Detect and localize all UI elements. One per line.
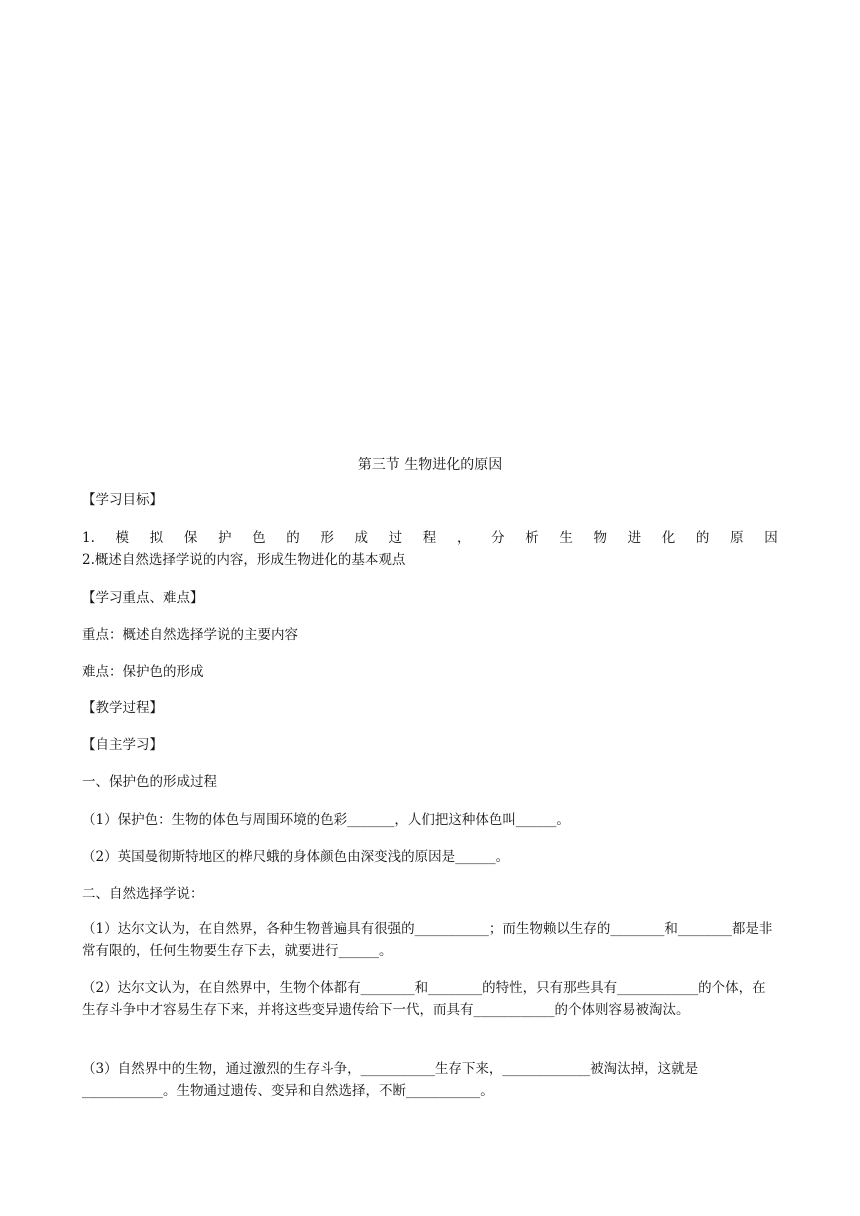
goal-1-char: 护 bbox=[217, 530, 232, 546]
goal-1-char: 程 bbox=[422, 530, 437, 546]
section-2-question-2: （2）达尔文认为，在自然界中，生物个体都有________和________的特性，只有那些具有____________的个体，在生存斗争中才容易生存下来，并将这些变异遗传给下一代，而具有____________的个体则容易被淘汰。 bbox=[82, 980, 766, 1018]
section-2-question-3: （3）自然界中的生物，通过激烈的生存斗争，___________生存下来，_____________被淘汰掉，这就是____________。生物通过遗传、变异和自然选择，不断___________。 bbox=[82, 1061, 699, 1099]
goal-1-char: 分 bbox=[491, 530, 505, 546]
page-title: 第三节 生物进化的原因 bbox=[357, 457, 503, 473]
goal-1-char: 保 bbox=[183, 530, 198, 546]
goal-1-char: 化 bbox=[661, 530, 676, 546]
section-1-title: 一、保护色的形成过程 bbox=[82, 774, 217, 790]
key-heading: 【学习重点、难点】 bbox=[82, 590, 204, 606]
section-1-question-1: （1）保护色：生物的体色与周围环境的色彩_______，人们把这种体色叫______。 bbox=[82, 812, 570, 828]
self-study-heading: 【自主学习】 bbox=[82, 737, 163, 753]
goal-1-char: 进 bbox=[627, 530, 642, 546]
goal-1-char: 拟 bbox=[149, 530, 164, 546]
section-1-question-2: （2）英国曼彻斯特地区的桦尺蛾的身体颜色由深变浅的原因是______。 bbox=[82, 849, 510, 865]
goal-1 bbox=[82, 529, 778, 547]
goals-heading: 【学习目标】 bbox=[82, 492, 163, 508]
goal-1-char: 生 bbox=[559, 530, 573, 546]
goal-1-char: 的 bbox=[695, 530, 710, 546]
difficult-point: 难点：保护色的形成 bbox=[82, 664, 204, 680]
section-2-question-1: （1）达尔文认为，在自然界，各种生物普遍具有很强的___________；而生物赖以生存的________和________都是非常有限的，任何生物要生存下去，就要进行______。 bbox=[82, 921, 773, 959]
goal-1-char: 过 bbox=[388, 530, 403, 546]
goal-1-char: 析 bbox=[525, 530, 539, 546]
goal-1-char: 成 bbox=[354, 530, 369, 546]
goal-1-char: ， bbox=[456, 530, 471, 546]
section-2-title: 二、自然选择学说： bbox=[82, 886, 204, 902]
goal-1-char: 的 bbox=[286, 530, 300, 546]
key-point: 重点：概述自然选择学说的主要内容 bbox=[82, 627, 298, 643]
process-heading: 【教学过程】 bbox=[82, 700, 163, 716]
goal-1-char: 色 bbox=[252, 530, 266, 546]
goal-1-char: 因 bbox=[764, 530, 778, 546]
goal-2: 2.概述自然选择学说的内容，形成生物进化的基本观点 bbox=[82, 552, 406, 568]
goal-1-char: 模 bbox=[115, 530, 130, 546]
goal-1-char: 物 bbox=[593, 530, 607, 546]
goal-1-char: 原 bbox=[730, 530, 744, 546]
goal-1-char: 形 bbox=[320, 530, 334, 546]
goal-1-char: 1. bbox=[82, 530, 95, 546]
